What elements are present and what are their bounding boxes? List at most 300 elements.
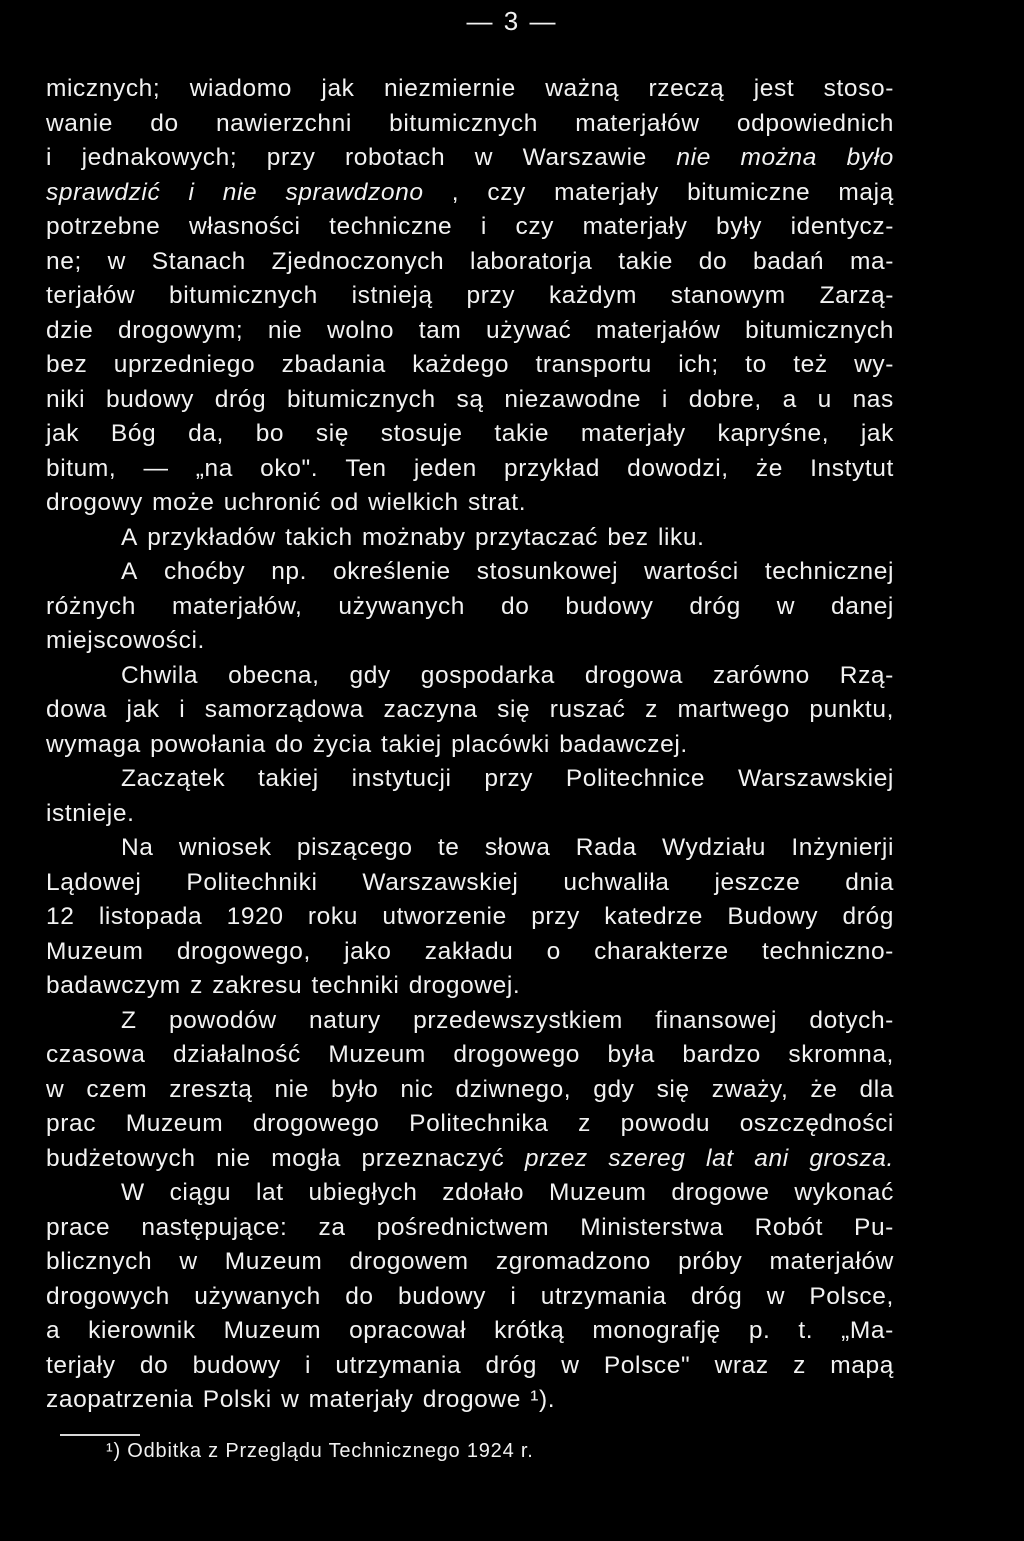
word: budżetowych [46,1144,196,1172]
text-line [46,1038,894,1073]
word: przy [531,903,580,930]
word: lat [256,1179,284,1206]
word: własności [188,213,301,240]
word: budowy [397,1282,487,1310]
word: micznych; [46,75,161,102]
word: grosza. [809,1144,894,1172]
word: do [139,1351,169,1379]
word: dziwnego, [455,1075,572,1103]
word: była [607,1041,655,1068]
word: gdy [593,1075,635,1103]
word: robotach [345,144,446,171]
word: jako [344,937,392,965]
word: takiej [381,730,442,758]
word: do [275,730,304,758]
word: przytaczać [474,523,599,551]
word: Polsce" [603,1351,691,1379]
word: drogowa [584,661,683,689]
word: zważy, [711,1075,789,1103]
word: bitumiczne [687,178,811,206]
text-line [46,141,894,176]
word: Muzeum [548,1179,647,1206]
word: katedrze [604,903,704,930]
word: Inżynierji [791,834,894,861]
word: uchwaliła [563,868,670,896]
word: z [190,972,203,999]
word: strat. [468,489,527,516]
word: dróg [842,903,894,930]
word: nic [400,1075,434,1103]
word: wolno [327,316,395,344]
text-line [46,1349,894,1384]
word: utrzymania [540,1282,667,1310]
text-line [46,452,894,487]
word: Budowy [727,903,819,930]
word: przy [266,144,316,171]
word: W [121,1179,145,1206]
word: do [345,1282,374,1310]
word: Warszawskiej [737,765,894,792]
word: liku. [657,523,705,551]
word: wy- [854,351,894,378]
word: czem [86,1075,148,1103]
word: i [188,178,195,206]
word: było [846,144,894,171]
word: możnaby [362,523,466,551]
word: materjały [308,1386,414,1413]
word: Warszawie [522,144,647,171]
word: dróg [690,1282,743,1310]
word: gdy [349,661,391,689]
word: Rada [575,834,637,861]
word: w [766,1282,786,1310]
word: techniczne [329,213,453,240]
word: bez [607,523,649,551]
word: są [456,385,484,413]
word: choćby [163,558,246,585]
text-line [46,1245,894,1280]
word: każdym [548,282,637,309]
text-line [46,1314,894,1349]
word: niki [46,385,86,413]
word: wiadomo [189,75,292,102]
word: różnych [46,592,136,620]
word: u [817,385,832,413]
word: takich [285,523,353,551]
word: dowodzi, [627,454,729,482]
word: dzie [46,316,94,344]
word: życia [312,730,372,758]
word: stanowym [670,282,786,309]
word: kierownik [88,1317,196,1344]
word: ma- [849,247,894,275]
word: opracował [349,1317,467,1344]
word: o [546,937,561,965]
word: Na [121,834,154,861]
word: materjałów [575,109,700,137]
word: zaczyna [383,696,478,723]
word: roku [307,903,358,930]
word: do [500,592,530,620]
word: istnieją [351,282,433,309]
word: takie [618,247,673,275]
word: w [179,1248,198,1275]
word: uprzedniego [113,351,256,378]
word: do [698,247,728,275]
word: ¹). [530,1386,556,1413]
word: drogowe [671,1179,770,1206]
word: przedewszystkiem [413,1006,623,1034]
word: materjały [554,178,659,206]
word: nie [676,144,711,171]
word: Rzą- [839,661,894,689]
word: tam [418,316,462,344]
word: p. [748,1317,771,1344]
word: czy [487,178,526,206]
word: Politechnika [409,1110,549,1137]
word: z [578,1110,591,1137]
word: pośrednictwem [376,1213,550,1241]
word: dróg [214,385,267,413]
word: dowa [46,696,107,723]
word: szereg [608,1144,686,1172]
text-line [46,1176,894,1211]
word: i [661,385,668,413]
word: się [497,696,531,723]
word: lat [706,1144,734,1172]
word: Instytut [810,454,894,482]
word: bitumicznych [286,385,436,413]
word: stosuje [380,420,463,447]
word: Robót [754,1213,823,1241]
word: takie [494,420,550,447]
word: odpowiednich [736,109,894,137]
word: — [143,454,169,482]
word: zbadania [281,351,386,378]
word: mogła [271,1144,341,1172]
word: Ten [345,454,387,482]
word: przy [466,282,516,309]
word: że [810,1075,838,1103]
word: badawczym [46,972,181,999]
word: techniki [311,972,400,999]
word: jeden [413,454,477,482]
word: czasowa [46,1041,146,1068]
word: materjałów [769,1248,894,1275]
word: w [561,1351,580,1379]
text-line [46,1383,894,1418]
text-line [46,486,894,521]
word: dobre, [688,385,762,413]
word: badań [753,247,825,275]
word: t. [798,1317,814,1344]
text-line [46,314,894,349]
footnote: ¹) Odbitka z Przeglądu Technicznego 1924 r. [106,1440,534,1462]
word: te [437,834,460,861]
word: i [305,1351,312,1379]
word: oszczędności [739,1110,894,1137]
word: Ministerstwa [580,1213,724,1241]
text-line [46,590,894,625]
text-line [46,1107,894,1142]
text-line [46,417,894,452]
word: słowa [484,834,551,861]
word: Wydziału [662,834,767,861]
word: da, [188,420,224,447]
word: że [755,454,783,482]
word: drogowym; [118,316,244,344]
word: działalność [173,1041,301,1068]
word: wartości [644,558,739,585]
word: oko". [260,454,319,482]
word: w [776,592,796,620]
text-line [46,659,894,694]
word: Chwila [121,661,199,689]
word: prace [46,1213,111,1241]
word: wymaga [46,730,141,758]
word: z [645,696,658,723]
word: bitumicznych [389,109,538,137]
text-line [46,624,894,659]
word: badawczej. [559,730,688,758]
word: Muzeum [125,1110,224,1137]
word: i [510,1282,517,1310]
word: ich; [678,351,719,378]
word: powodu [620,1110,711,1137]
word: A [121,523,138,551]
word: bitumicznych [169,282,318,309]
word: niezmiernie [383,75,516,102]
word: nie [216,1144,251,1172]
word: drogowego, [176,937,311,965]
text-line [46,866,894,901]
word: drogowych [46,1282,170,1310]
word: rzeczą [648,75,725,102]
word: i [179,696,186,723]
word: wielkich [368,489,459,516]
word: nie [267,316,303,344]
word: ne; [46,247,82,275]
word: sprawdzono [285,178,424,206]
word: materjały [580,420,686,447]
word: przykład [503,454,600,482]
word: martwego [677,696,790,723]
word: przy [484,765,534,792]
text-line [46,1142,894,1177]
word: np. [271,558,308,585]
word: Polski [202,1386,272,1413]
word: w [474,144,494,171]
word: Polsce, [809,1282,894,1310]
word: nas [852,385,894,413]
word: Muzeum [224,1248,323,1275]
word: skromna, [788,1041,894,1068]
word: też [793,351,828,378]
word: jak [126,696,160,723]
word: drogowe [422,1386,521,1413]
word: zarówno [712,661,810,689]
word: jest [753,75,795,102]
word: następujące: [141,1213,288,1241]
word: drogowem [349,1248,469,1275]
word: ubiegłych [308,1179,418,1206]
word: to [745,351,767,378]
text-line [46,555,894,590]
word: Lądowej [46,868,142,896]
text-line [46,797,894,832]
word: mają [838,178,894,206]
word: „na [195,454,233,482]
word: A [121,558,138,585]
word: się [656,1075,690,1103]
word: drogowego [453,1041,581,1068]
word: powołania [150,730,266,758]
word: krótką [494,1317,565,1344]
word: dotych- [809,1006,894,1034]
text-line [46,1073,894,1108]
word: w [281,1386,300,1413]
text-line [46,521,894,556]
word: jak [860,420,894,447]
word: placówki [451,730,550,758]
text-line [46,762,894,797]
word: zdołało [442,1179,525,1206]
word: ciągu [169,1179,232,1206]
word: używać [486,316,572,344]
word: blicznych [46,1248,153,1275]
word: bo [255,420,285,447]
text-line [46,900,894,935]
word: były [716,213,762,240]
word: zgromadzono [495,1248,651,1275]
text-line [46,1004,894,1039]
word: materjałów [596,316,721,344]
word: dla [859,1075,894,1103]
text-line [46,210,894,245]
word: Stanach [151,247,246,275]
word: terjałów [46,282,136,309]
word: charakterze [594,937,729,965]
word: utrzymania [335,1351,462,1379]
word: wraz [714,1351,769,1379]
word: i [480,213,487,240]
word: prac [46,1110,97,1137]
text-line [46,107,894,142]
word: stoso- [823,75,894,102]
word: niezawodne [504,385,642,413]
word: a [782,385,797,413]
word: próby [678,1248,743,1275]
word: przez [524,1144,588,1172]
word: techniczno- [762,937,894,965]
word: Z [121,1006,137,1034]
text-line [46,383,894,418]
word: można [740,144,818,171]
text-line [46,693,894,728]
word: technicznej [764,558,894,585]
word: czy [515,213,555,240]
word: dróg [689,592,741,620]
word: powodów [168,1006,277,1034]
word: materjałów, [171,592,303,620]
word: instytucji [351,765,452,792]
word: każdego [412,351,510,378]
word: jeszcze [714,868,801,896]
word: wanie [46,109,114,137]
word: 1920 [226,903,284,930]
word: budowy [565,592,654,620]
word: dróg [485,1351,537,1379]
word: „Ma- [841,1317,894,1344]
word: nie [274,1075,309,1103]
word: Zarzą- [819,282,894,309]
word: nie [222,178,258,206]
word: jak [321,75,355,102]
word: jednakowych; [81,144,238,171]
word: zakładu [424,937,514,965]
word: obecna, [228,661,320,689]
word: bitumicznych [745,316,894,344]
word: punktu, [809,696,894,723]
text-line [46,72,894,107]
word: może [152,489,215,516]
word: drogowego [252,1110,380,1137]
word: Politechniki [186,868,318,896]
word: za [318,1213,346,1241]
word: Politechnice [565,765,706,792]
word: miejscowości. [46,627,205,654]
word: kapryśne, [717,420,830,447]
word: a [46,1317,61,1344]
word: transportu [535,351,652,378]
word: takiej [258,765,319,792]
word: danej [831,592,894,620]
word: monografję [592,1317,721,1344]
text-line [46,1280,894,1315]
word: bez [46,351,88,378]
word: używanych [338,592,466,620]
word: Muzeum [328,1041,426,1068]
word: listopada [98,903,203,930]
word: utworzenie [382,903,507,930]
body-text [46,72,894,1418]
text-line [46,969,894,1004]
word: w [46,1075,65,1103]
text-line [46,348,894,383]
word: potrzebne [46,213,161,240]
word: istnieje. [46,799,135,827]
word: przeznaczyć [361,1144,505,1172]
word: określenie [333,558,451,585]
word: piszącego [296,834,413,861]
word: bitum, [46,454,117,482]
word: Bóg [110,420,157,447]
text-line [46,831,894,866]
text-line [46,176,894,211]
text-line [46,935,894,970]
word: od [330,489,359,516]
word: , [451,178,460,206]
text-line [46,1211,894,1246]
word: gospodarka [420,661,555,689]
text-line [46,728,894,763]
word: do [150,109,179,137]
page-number-header: — 3 — [466,6,558,36]
word: bardzo [682,1041,761,1068]
word: używanych [194,1282,321,1310]
word: Zjednoczonych [271,247,445,275]
word: i [46,144,53,171]
